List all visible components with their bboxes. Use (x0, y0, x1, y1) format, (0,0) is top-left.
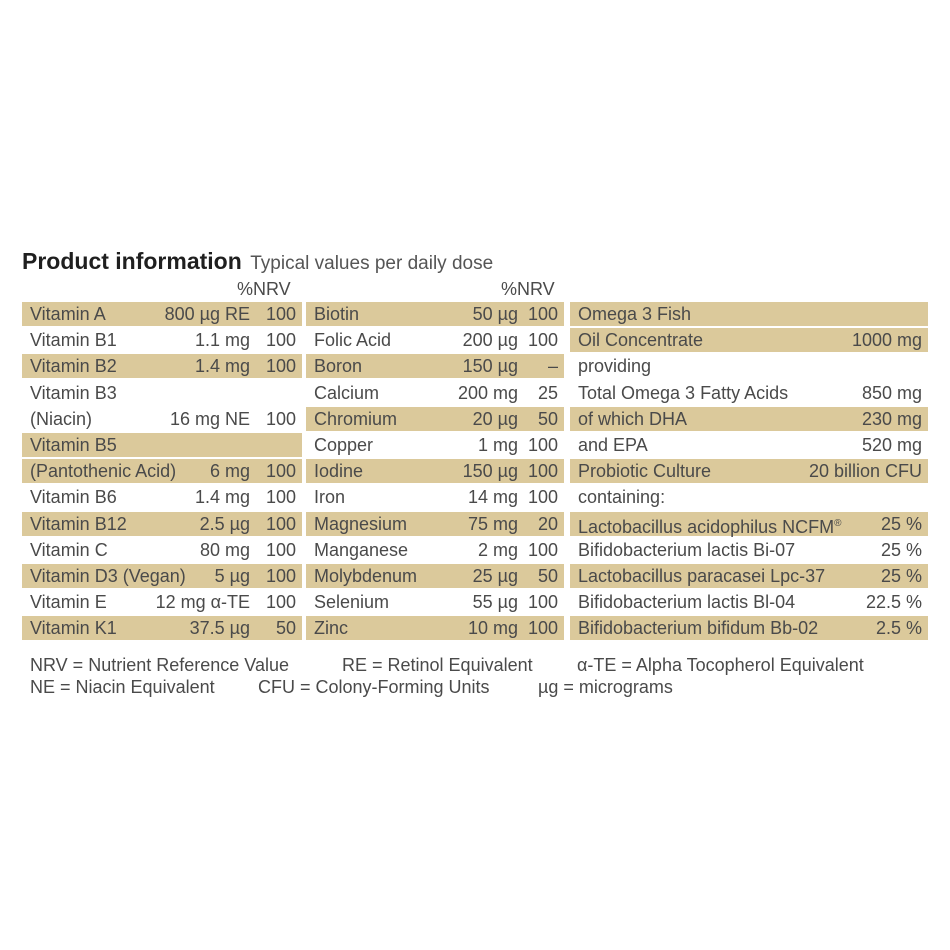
nutrient-name: Lactobacillus paracasei Lpc-37 (578, 566, 826, 586)
nutrient-amount: 25 µg (472, 566, 518, 586)
table-row (306, 354, 564, 378)
nutrient-name: Vitamin D3 (Vegan) (30, 566, 186, 586)
nutrient-nrv: 100 (265, 592, 296, 613)
footer-ne: NE = Niacin Equivalent (30, 677, 215, 697)
nutrient-amount: 800 µg RE (164, 304, 250, 324)
nutrient-amount: 2.5 % (875, 618, 922, 639)
nutrient-name: Omega 3 Fish (578, 304, 692, 324)
registered-mark: ® (834, 517, 842, 529)
table-row (22, 433, 302, 457)
nutrient-name: providing (578, 356, 652, 377)
nutrient-name: Bifidobacterium lactis Bl-04 (578, 592, 796, 613)
nutrient-name: Lactobacillus acidophilus NCFM (578, 516, 835, 537)
nutrient-name-wrap (578, 512, 842, 539)
nutrient-name: Bifidobacterium bifidum Bb-02 (578, 618, 819, 639)
nutrient-amount: 5 µg (214, 566, 250, 586)
nutrient-name: Molybdenum (314, 566, 418, 586)
nrv-header-1: %NRV (237, 279, 291, 299)
subtitle-text: Typical values per daily dose (250, 253, 494, 274)
footer-ug: µg = micrograms (538, 677, 673, 697)
table-row (306, 590, 564, 614)
nrv-header-2: %NRV (501, 279, 555, 299)
table-row (22, 302, 302, 326)
nutrient-name: containing: (578, 487, 666, 508)
table-row (570, 328, 928, 352)
nutrient-amount: 200 µg (462, 330, 518, 351)
nutrient-name: of which DHA (578, 408, 688, 429)
table-row (22, 485, 302, 509)
table-row (570, 485, 928, 509)
nutrient-nrv: 100 (527, 304, 558, 324)
nutrient-amount: 25 % (880, 539, 922, 560)
nutrient-nrv: 100 (527, 618, 558, 639)
nutrient-amount: 20 billion CFU (808, 461, 922, 482)
nutrient-nrv: 50 (537, 408, 558, 429)
nutrient-amount: 1000 mg (851, 330, 922, 351)
nutrient-name: Magnesium (314, 513, 408, 534)
nutrient-name: Total Omega 3 Fatty Acids (578, 382, 789, 403)
nutrient-name: Vitamin B5 (30, 435, 117, 455)
nutrient-name: Copper (314, 435, 374, 455)
table-row (306, 381, 564, 405)
table-row (306, 616, 564, 640)
nutrient-name: Iron (314, 487, 346, 508)
nutrient-nrv: 50 (275, 618, 296, 639)
table-row (306, 459, 564, 483)
table-row (22, 459, 302, 483)
nutrient-amount: 1 mg (477, 435, 518, 455)
footer-ate: α-TE = Alpha Tocopherol Equivalent (577, 655, 864, 675)
nutrient-amount: 14 mg (467, 487, 518, 508)
nutrient-amount: 25 % (880, 566, 922, 586)
table-row (22, 564, 302, 588)
nutrient-name: Vitamin B6 (30, 487, 117, 508)
table-row (306, 433, 564, 457)
table-row (306, 538, 564, 562)
nutrient-nrv: 100 (527, 330, 558, 351)
nutrient-amount: 150 µg (462, 461, 518, 482)
nutrient-name: Vitamin B12 (30, 513, 127, 534)
nutrient-name: Vitamin B1 (30, 330, 117, 351)
nutrient-amount: 80 mg (199, 539, 250, 560)
nutrient-nrv: – (547, 356, 558, 377)
table-row (306, 564, 564, 588)
table-row (306, 512, 564, 536)
nutrient-name: Selenium (314, 592, 390, 613)
nutrient-nrv: 100 (265, 304, 296, 324)
nutrient-amount: 22.5 % (865, 592, 922, 613)
table-row (22, 590, 302, 614)
footer-line-1 (30, 655, 930, 679)
nutrient-nrv: 100 (265, 566, 296, 586)
table-row (570, 354, 928, 378)
nutrient-amount: 850 mg (861, 382, 922, 403)
nutrient-name: Chromium (314, 408, 398, 429)
nutrient-nrv: 100 (265, 408, 296, 429)
nutrient-name: Vitamin C (30, 539, 108, 560)
title-text: Product information (22, 248, 242, 274)
nutrient-name: Iodine (314, 461, 364, 482)
nutrient-amount: 55 µg (472, 592, 518, 613)
table-row (570, 459, 928, 483)
nutrient-amount: 37.5 µg (189, 618, 250, 639)
nutrient-amount: 520 mg (861, 435, 922, 455)
nutrient-name: Calcium (314, 382, 380, 403)
nutrient-amount: 1.4 mg (194, 356, 250, 377)
nutrient-amount: 1.4 mg (194, 487, 250, 508)
nutrient-nrv: 100 (265, 487, 296, 508)
nutrient-nrv: 100 (527, 435, 558, 455)
nutrient-amount: 20 µg (472, 408, 518, 429)
nutrient-nrv: 25 (537, 382, 558, 403)
nutrient-name: Oil Concentrate (578, 330, 704, 351)
table-row (306, 328, 564, 352)
table-row (22, 381, 302, 405)
nutrient-name: and EPA (578, 435, 648, 455)
table-row (570, 381, 928, 405)
nutrient-nrv: 100 (527, 461, 558, 482)
nutrient-amount: 2.5 µg (199, 513, 250, 534)
table-row (22, 354, 302, 378)
nutrient-nrv: 100 (265, 539, 296, 560)
nutrient-nrv: 100 (527, 487, 558, 508)
nutrient-nrv: 100 (265, 330, 296, 351)
nutrient-nrv: 100 (265, 356, 296, 377)
nutrient-name: Boron (314, 356, 363, 377)
table-row (306, 485, 564, 509)
page-title (22, 248, 493, 275)
table-row (570, 433, 928, 457)
nutrient-name: Vitamin B3 (30, 382, 117, 403)
nutrient-amount: 6 mg (209, 461, 250, 482)
table-row (22, 616, 302, 640)
nutrient-name: Vitamin E (30, 592, 107, 613)
nutrient-nrv: 50 (537, 566, 558, 586)
nutrient-amount: 2 mg (477, 539, 518, 560)
nutrient-nrv: 100 (265, 513, 296, 534)
nutrient-amount: 50 µg (472, 304, 518, 324)
nutrient-nrv: 100 (265, 461, 296, 482)
nutrient-amount: 25 % (880, 513, 922, 534)
nutrient-nrv: 100 (527, 539, 558, 560)
nutrient-name: Biotin (314, 304, 360, 324)
footer-nrv: NRV = Nutrient Reference Value (30, 655, 289, 675)
footer-line-2 (30, 677, 930, 701)
table-row (570, 512, 928, 536)
nutrient-name: Vitamin A (30, 304, 106, 324)
table-row (570, 538, 928, 562)
table-row (570, 302, 928, 326)
nutrient-amount: 1.1 mg (194, 330, 250, 351)
nutrient-amount: 75 mg (467, 513, 518, 534)
nutrient-name: (Pantothenic Acid) (30, 461, 177, 482)
nutrient-name: Probiotic Culture (578, 461, 712, 482)
nutrient-name: Bifidobacterium lactis Bi-07 (578, 539, 796, 560)
footer-re: RE = Retinol Equivalent (342, 655, 533, 675)
nutrient-amount: 200 mg (457, 382, 518, 403)
nutrient-amount: 230 mg (861, 408, 922, 429)
table-row (22, 328, 302, 352)
table-row (570, 407, 928, 431)
nutrient-amount: 16 mg NE (169, 408, 250, 429)
footer-cfu: CFU = Colony-Forming Units (258, 677, 490, 697)
table-row (22, 538, 302, 562)
nutrient-name: Folic Acid (314, 330, 392, 351)
table-row (570, 564, 928, 588)
nutrient-amount: 12 mg α-TE (155, 592, 250, 613)
nutrient-nrv: 100 (527, 592, 558, 613)
nutrient-name: Vitamin K1 (30, 618, 117, 639)
nutrient-amount: 150 µg (462, 356, 518, 377)
nutrient-name: Manganese (314, 539, 409, 560)
nutrient-name: Vitamin B2 (30, 356, 117, 377)
table-row (570, 616, 928, 640)
nutrient-name: (Niacin) (30, 408, 93, 429)
table-row (22, 407, 302, 431)
table-row (570, 590, 928, 614)
nutrient-nrv: 20 (537, 513, 558, 534)
nutrient-name: Zinc (314, 618, 349, 639)
table-row (22, 512, 302, 536)
nutrient-amount: 10 mg (467, 618, 518, 639)
table-row (306, 302, 564, 326)
table-row (306, 407, 564, 431)
